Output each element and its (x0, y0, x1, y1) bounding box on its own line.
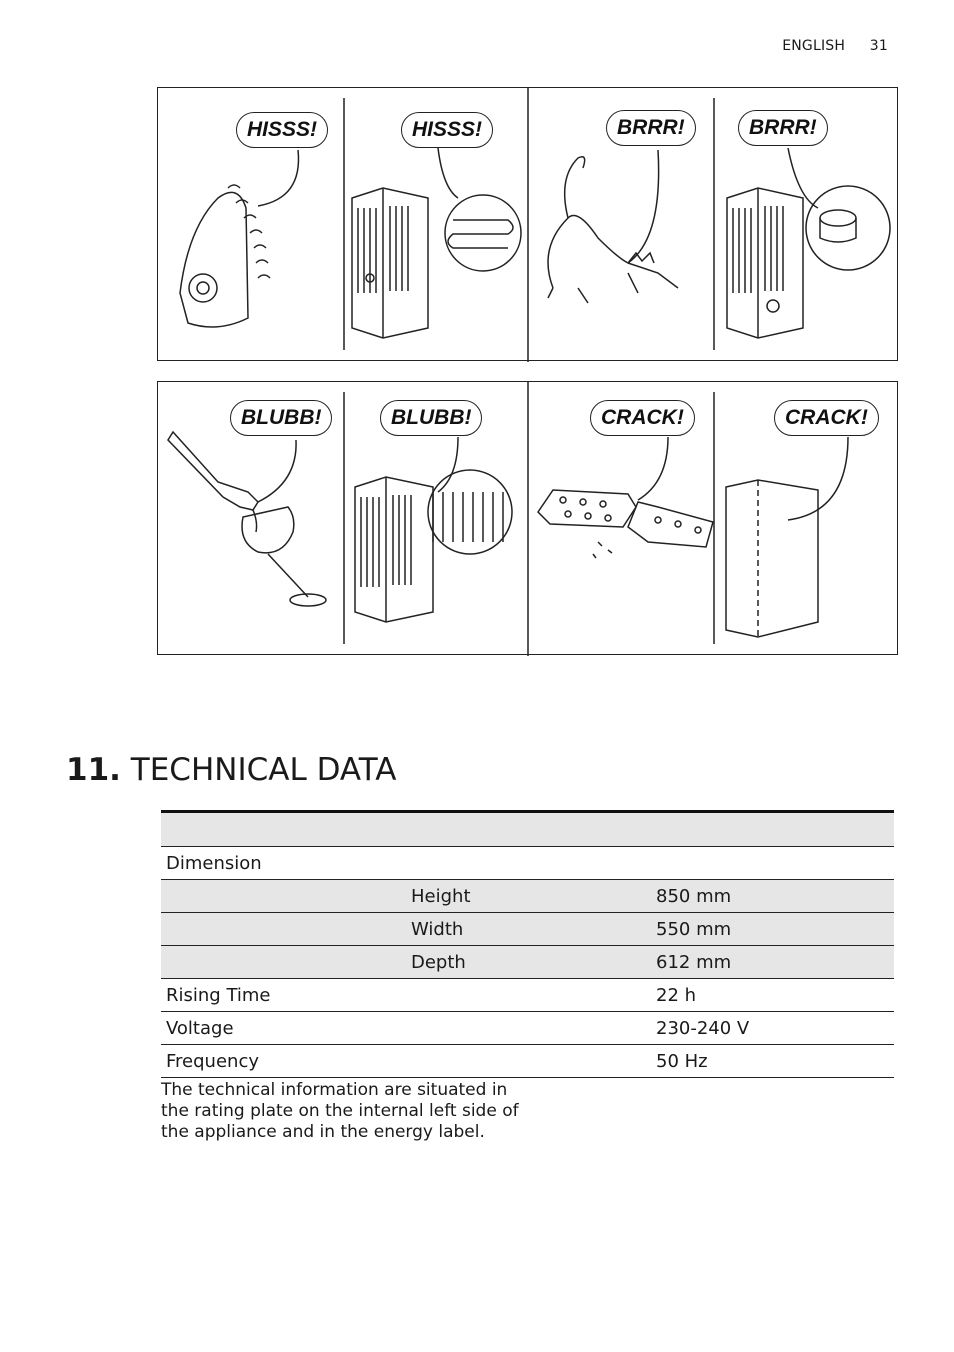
table-cell: 550 mm (651, 913, 894, 946)
table-row (161, 979, 894, 1012)
table-cell (406, 1045, 651, 1078)
table-cell: Width (406, 913, 651, 946)
sound-bubble: BLUBB! (380, 400, 482, 436)
table-cell (161, 880, 406, 913)
sound-bubble: CRACK! (774, 400, 879, 436)
table-header-row (161, 812, 894, 847)
cat-icon (548, 150, 678, 303)
table-row (161, 946, 894, 979)
technical-note: The technical information are situated in the rating plate on the internal left side of the appliance and in the energy label. (161, 1080, 519, 1142)
fridge-coil-icon (355, 437, 512, 622)
table-cell: 850 mm (651, 880, 894, 913)
table-cell: Voltage (161, 1012, 406, 1045)
ice-tray-icon (538, 437, 713, 558)
table-cell: 50 Hz (651, 1045, 894, 1078)
technical-data-table (161, 810, 894, 1078)
table-cell (406, 1012, 651, 1045)
table-cell (406, 979, 651, 1012)
table-cell: Height (406, 880, 651, 913)
table-cell: Dimension (161, 847, 406, 880)
sound-bubble: CRACK! (590, 400, 695, 436)
table-row (161, 913, 894, 946)
table-cell: Frequency (161, 1045, 406, 1078)
page-header (782, 38, 888, 54)
sound-bubble: BRRR! (606, 110, 696, 146)
sound-bubble: HISSS! (236, 112, 328, 148)
table-cell: Rising Time (161, 979, 406, 1012)
fridge-closed-icon (726, 437, 848, 637)
sound-bubble: BLUBB! (230, 400, 332, 436)
wine-glass-icon (168, 432, 326, 606)
table-cell (161, 946, 406, 979)
iron-icon (180, 150, 299, 327)
table-cell: 612 mm (651, 946, 894, 979)
fridge-compressor-icon (727, 148, 890, 338)
section-number: 11. (66, 752, 121, 788)
sound-bubble: BRRR! (738, 110, 828, 146)
noise-illustration-panel-1 (157, 87, 898, 361)
table-row (161, 847, 894, 880)
sound-bubble: HISSS! (401, 112, 493, 148)
table-cell: Depth (406, 946, 651, 979)
language-label: ENGLISH (782, 38, 846, 54)
table-row (161, 1045, 894, 1078)
table-row (161, 1012, 894, 1045)
table-row (161, 880, 894, 913)
table-cell (406, 847, 651, 880)
noise-illustration-panel-2 (157, 381, 898, 655)
page-number: 31 (869, 38, 888, 54)
section-title-text: TECHNICAL DATA (130, 752, 397, 788)
table-cell (651, 847, 894, 880)
table-cell: 230-240 V (651, 1012, 894, 1045)
table-cell: 22 h (651, 979, 894, 1012)
fridge-icon (352, 148, 521, 338)
table-cell (161, 913, 406, 946)
section-title (66, 752, 396, 788)
